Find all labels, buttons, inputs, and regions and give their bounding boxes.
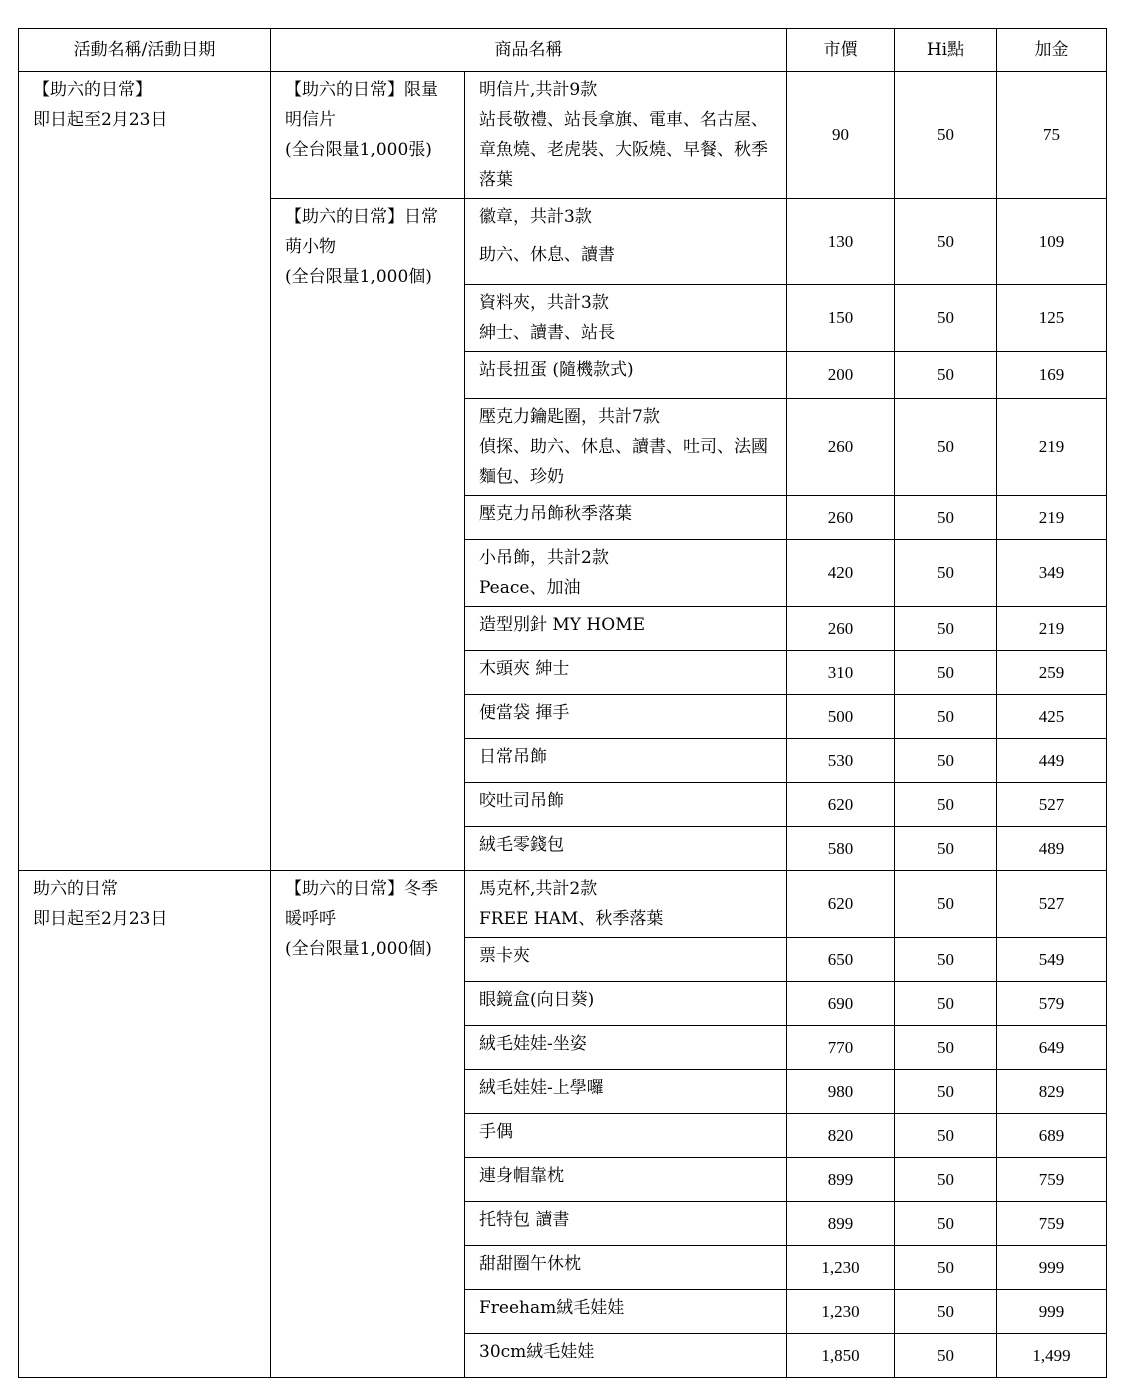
group-cell xyxy=(271,199,465,871)
item-name: 30cm絨毛娃娃 xyxy=(479,1342,595,1362)
item-cell xyxy=(465,1026,787,1070)
item-name: 絨毛零錢包 xyxy=(479,835,564,855)
cash-cell: 75 xyxy=(997,72,1107,199)
price-cell: 1,230 xyxy=(787,1290,895,1334)
event-date: 即日起至2月23日 xyxy=(33,110,168,130)
cash-cell: 259 xyxy=(997,651,1107,695)
cash-cell: 759 xyxy=(997,1202,1107,1246)
hi-cell: 50 xyxy=(895,827,997,871)
hi-cell: 50 xyxy=(895,1290,997,1334)
event-cell xyxy=(19,72,271,871)
price-cell: 650 xyxy=(787,938,895,982)
cash-cell: 349 xyxy=(997,540,1107,607)
group-name: 【助六的日常】限量明信片 xyxy=(285,80,438,130)
item-cell xyxy=(465,540,787,607)
price-cell: 820 xyxy=(787,1114,895,1158)
header-cash: 加金 xyxy=(997,29,1107,72)
cash-cell: 759 xyxy=(997,1158,1107,1202)
item-cell xyxy=(465,496,787,540)
price-cell: 260 xyxy=(787,496,895,540)
header-hi-points: Hi點 xyxy=(895,29,997,72)
hi-cell: 50 xyxy=(895,871,997,938)
price-cell: 690 xyxy=(787,982,895,1026)
item-name: 資料夾，共計3款 xyxy=(479,293,609,313)
group-name: 【助六的日常】日常萌小物 xyxy=(285,207,438,257)
group-limit: (全台限量1,000個) xyxy=(285,267,432,287)
hi-cell: 50 xyxy=(895,783,997,827)
hi-cell: 50 xyxy=(895,1070,997,1114)
price-cell: 899 xyxy=(787,1202,895,1246)
price-cell: 260 xyxy=(787,607,895,651)
hi-cell: 50 xyxy=(895,1114,997,1158)
price-cell: 150 xyxy=(787,285,895,352)
item-cell xyxy=(465,1070,787,1114)
cash-cell: 527 xyxy=(997,783,1107,827)
item-name: 明信片,共計9款 xyxy=(479,80,598,100)
hi-cell: 50 xyxy=(895,540,997,607)
hi-cell: 50 xyxy=(895,651,997,695)
item-cell xyxy=(465,695,787,739)
price-cell: 770 xyxy=(787,1026,895,1070)
item-name: 絨毛娃娃-坐姿 xyxy=(479,1034,587,1054)
item-desc: 站長敬禮、站長拿旗、電車、名古屋、章魚燒、老虎裝、大阪燒、早餐、秋季落葉 xyxy=(479,110,768,190)
group-name: 【助六的日常】冬季暖呼呼 xyxy=(285,879,438,929)
group-limit: (全台限量1,000個) xyxy=(285,939,432,959)
hi-cell: 50 xyxy=(895,1026,997,1070)
item-name: 小吊飾，共計2款 xyxy=(479,548,609,568)
item-cell xyxy=(465,1246,787,1290)
event-date: 即日起至2月23日 xyxy=(33,909,168,929)
item-name: 托特包 讀書 xyxy=(479,1210,570,1230)
cash-cell: 999 xyxy=(997,1246,1107,1290)
product-table xyxy=(18,28,1107,1378)
item-cell xyxy=(465,739,787,783)
header-price: 市價 xyxy=(787,29,895,72)
item-name: 壓克力鑰匙圈，共計7款 xyxy=(479,407,660,427)
cash-cell: 549 xyxy=(997,938,1107,982)
hi-cell: 50 xyxy=(895,938,997,982)
cash-cell: 219 xyxy=(997,496,1107,540)
event-name: 助六的日常 xyxy=(33,879,118,899)
hi-cell: 50 xyxy=(895,982,997,1026)
cash-cell: 219 xyxy=(997,607,1107,651)
hi-cell: 50 xyxy=(895,72,997,199)
cash-cell: 527 xyxy=(997,871,1107,938)
item-name: 絨毛娃娃-上學囉 xyxy=(479,1078,604,1098)
item-name: 手偶 xyxy=(479,1122,513,1142)
cash-cell: 489 xyxy=(997,827,1107,871)
table-row xyxy=(19,72,1107,199)
item-name: 日常吊飾 xyxy=(479,747,547,767)
item-cell xyxy=(465,1114,787,1158)
item-name: 徽章，共計3款 xyxy=(479,207,592,227)
item-desc: Peace、加油 xyxy=(479,578,581,598)
item-cell xyxy=(465,1202,787,1246)
price-cell: 580 xyxy=(787,827,895,871)
table-row xyxy=(19,871,1107,938)
cash-cell: 449 xyxy=(997,739,1107,783)
item-cell xyxy=(465,982,787,1026)
item-name: 眼鏡盒(向日葵) xyxy=(479,990,595,1010)
item-cell xyxy=(465,1158,787,1202)
cash-cell: 579 xyxy=(997,982,1107,1026)
cash-cell: 999 xyxy=(997,1290,1107,1334)
header-row xyxy=(19,29,1107,72)
item-cell xyxy=(465,1290,787,1334)
cash-cell: 425 xyxy=(997,695,1107,739)
item-name: 站長扭蛋 (隨機款式) xyxy=(479,360,634,380)
hi-cell: 50 xyxy=(895,496,997,540)
cash-cell: 169 xyxy=(997,352,1107,399)
cash-cell: 829 xyxy=(997,1070,1107,1114)
event-name: 【助六的日常】 xyxy=(33,80,152,100)
item-cell xyxy=(465,72,787,199)
item-name: 木頭夾 紳士 xyxy=(479,659,570,679)
item-cell xyxy=(465,199,787,285)
item-desc: 助六、休息、讀書 xyxy=(479,245,615,265)
cash-cell: 125 xyxy=(997,285,1107,352)
item-name: 馬克杯,共計2款 xyxy=(479,879,598,899)
item-cell xyxy=(465,607,787,651)
item-cell xyxy=(465,783,787,827)
item-cell xyxy=(465,827,787,871)
item-name: 票卡夾 xyxy=(479,946,530,966)
item-cell xyxy=(465,1334,787,1378)
item-name: 連身帽靠枕 xyxy=(479,1166,564,1186)
price-cell: 899 xyxy=(787,1158,895,1202)
cash-cell: 1,499 xyxy=(997,1334,1107,1378)
hi-cell: 50 xyxy=(895,1246,997,1290)
hi-cell: 50 xyxy=(895,1202,997,1246)
price-cell: 1,850 xyxy=(787,1334,895,1378)
group-cell xyxy=(271,72,465,199)
cash-cell: 109 xyxy=(997,199,1107,285)
cash-cell: 689 xyxy=(997,1114,1107,1158)
item-cell xyxy=(465,871,787,938)
price-cell: 90 xyxy=(787,72,895,199)
price-cell: 310 xyxy=(787,651,895,695)
price-cell: 530 xyxy=(787,739,895,783)
price-cell: 260 xyxy=(787,399,895,496)
hi-cell: 50 xyxy=(895,399,997,496)
item-cell xyxy=(465,352,787,399)
group-limit: (全台限量1,000張) xyxy=(285,140,432,160)
hi-cell: 50 xyxy=(895,607,997,651)
item-name: 甜甜圈午休枕 xyxy=(479,1254,581,1274)
item-name: 咬吐司吊飾 xyxy=(479,791,564,811)
item-name: Freeham絨毛娃娃 xyxy=(479,1298,625,1318)
item-name: 便當袋 揮手 xyxy=(479,703,570,723)
price-cell: 130 xyxy=(787,199,895,285)
hi-cell: 50 xyxy=(895,1158,997,1202)
item-cell xyxy=(465,285,787,352)
hi-cell: 50 xyxy=(895,352,997,399)
item-name: 造型別針 MY HOME xyxy=(479,615,646,635)
cash-cell: 219 xyxy=(997,399,1107,496)
group-cell xyxy=(271,871,465,1378)
price-cell: 620 xyxy=(787,783,895,827)
item-desc: 偵探、助六、休息、讀書、吐司、法國麵包、珍奶 xyxy=(479,437,768,487)
hi-cell: 50 xyxy=(895,285,997,352)
item-cell xyxy=(465,651,787,695)
price-cell: 420 xyxy=(787,540,895,607)
item-desc: FREE HAM、秋季落葉 xyxy=(479,909,664,929)
item-cell xyxy=(465,938,787,982)
price-cell: 620 xyxy=(787,871,895,938)
cash-cell: 649 xyxy=(997,1026,1107,1070)
hi-cell: 50 xyxy=(895,695,997,739)
event-cell xyxy=(19,871,271,1378)
price-cell: 1,230 xyxy=(787,1246,895,1290)
price-cell: 500 xyxy=(787,695,895,739)
price-cell: 200 xyxy=(787,352,895,399)
item-desc: 紳士、讀書、站長 xyxy=(479,323,615,343)
header-product: 商品名稱 xyxy=(271,29,787,72)
item-name: 壓克力吊飾秋季落葉 xyxy=(479,504,632,524)
item-cell xyxy=(465,399,787,496)
hi-cell: 50 xyxy=(895,739,997,783)
price-cell: 980 xyxy=(787,1070,895,1114)
hi-cell: 50 xyxy=(895,199,997,285)
header-event: 活動名稱/活動日期 xyxy=(19,29,271,72)
hi-cell: 50 xyxy=(895,1334,997,1378)
